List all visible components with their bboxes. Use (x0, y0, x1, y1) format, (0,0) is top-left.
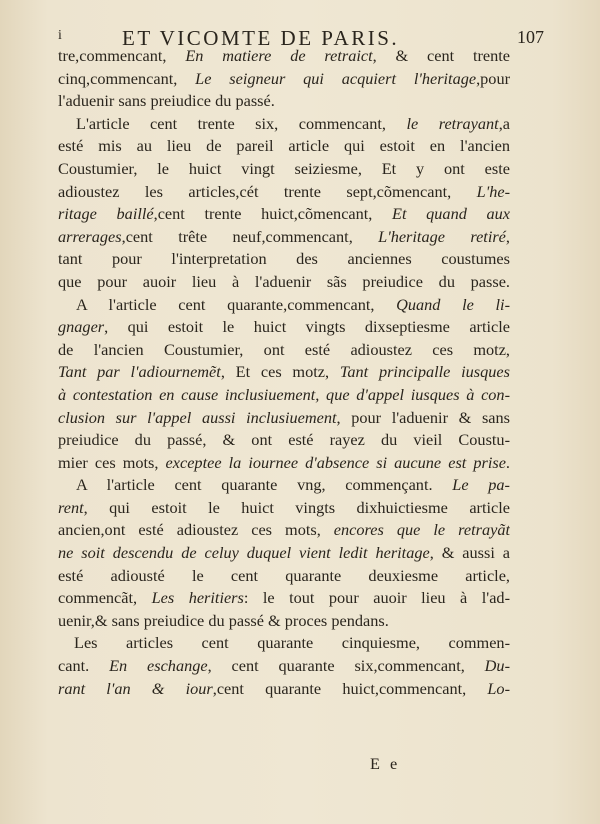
text-run: ,a (498, 113, 510, 133)
text-run: esté adiousté le cent quarante deuxiesme article, (58, 565, 510, 585)
italic-phrase: Quand le li- (396, 294, 510, 314)
text-run: . (505, 452, 510, 472)
text-line (58, 655, 510, 678)
italic-phrase: ritage baillé (58, 204, 154, 224)
text-line (58, 90, 510, 113)
catchword: E e (370, 754, 401, 773)
italic-phrase: gnager (58, 317, 105, 337)
text-run: ,cent quarante huict,commencant, (212, 678, 488, 698)
text-line (58, 542, 510, 565)
italic-phrase: rant l'an & iour (58, 678, 213, 698)
text-line (58, 610, 510, 633)
text-run: preiudice du passé, & ont esté rayez du vieil Coustu- (58, 430, 510, 450)
italic-phrase: clusion sur l'appel aussi inclusiuement (58, 407, 337, 427)
text-run: , qui estoit le huict vingts dixhuictiesme article (83, 497, 510, 517)
text-line (58, 158, 510, 181)
text-run: mier ces mots, (58, 452, 166, 472)
italic-phrase: L'heritage retiré (378, 226, 506, 246)
italic-phrase: En matiere de retraict (185, 46, 373, 65)
italic-phrase: Le seigneur qui acquiert l'heritage (195, 68, 477, 88)
text-run: , (505, 226, 510, 246)
text-line (58, 271, 510, 294)
text-line (58, 497, 510, 520)
text-line (58, 316, 510, 339)
text-run: tant pour l'interpretation des anciennes coustumes (58, 249, 510, 269)
text-run: uenir,& sans preiudice du passé & proces pendans. (58, 610, 389, 630)
text-line (58, 519, 510, 542)
text-run: ,cent trente huict,cõmencant, (153, 204, 393, 224)
italic-phrase: Tant par l'adiournemẽt (58, 362, 221, 382)
italic-phrase: Lo- (487, 678, 510, 698)
italic-phrase: En eschange (109, 656, 208, 676)
text-run: cinq,commencant, (58, 68, 196, 88)
italic-phrase: Les heritiers (151, 588, 244, 608)
italic-phrase: à contestation en cause inclusiuement, que d'appel iusques à con- (58, 384, 510, 404)
italic-phrase: arrerages (58, 226, 122, 246)
text-line (58, 339, 510, 362)
text-line (58, 452, 510, 475)
italic-phrase: L'he- (476, 181, 510, 201)
text-line (58, 113, 510, 136)
text-run: A l'article cent quarante vng, commençant. (76, 475, 453, 495)
text-run: ancien,ont esté adioustez ces mots, (58, 520, 334, 540)
text-run: que pour auoir lieu à l'aduenir sãs preiudice du passe. (58, 271, 510, 291)
text-line (58, 226, 510, 249)
italic-phrase: ne soit descendu de celuy duquel vient ledit heritage (58, 543, 430, 563)
text-run: A l'article cent quarante,commencant, (76, 294, 397, 314)
text-line (58, 248, 510, 271)
text-line (58, 294, 510, 317)
text-line (58, 135, 510, 158)
text-run: , Et ces motz, (220, 362, 340, 382)
text-run: ,pour (476, 68, 510, 88)
text-run: adioustez les articles,cét trente sept,cõmencant, (58, 181, 477, 201)
text-run: esté mis au lieu de pareil article qui estoit en l'ancien (58, 136, 510, 156)
text-run: , cent quarante six,commencant, (207, 656, 485, 676)
text-line (58, 361, 510, 384)
text-run: , & cent trente (372, 46, 510, 65)
italic-phrase: encores que le retrayãt (333, 520, 510, 540)
italic-phrase: Tant principalle iusques (339, 362, 510, 382)
text-run: L'article cent trente six, commencant, (76, 113, 407, 133)
text-run: de l'ancien Coustumier, ont esté adioustez ces motz, (58, 339, 510, 359)
text-run: commencãt, (58, 588, 152, 608)
text-line (58, 632, 510, 655)
text-run: : le tout pour auoir lieu à l'ad- (243, 588, 510, 608)
italic-phrase: exceptee la iournee d'absence si aucune est prise (165, 452, 506, 472)
text-line (58, 45, 510, 68)
text-line (58, 678, 510, 701)
text-run: tre,commencant, (58, 46, 186, 65)
text-run: l'aduenir sans preiudice du passé. (58, 91, 275, 111)
italic-phrase: rent (58, 497, 84, 517)
italic-phrase: Et quand aux (392, 204, 510, 224)
text-line (58, 587, 510, 610)
text-line (58, 407, 510, 430)
text-run: , qui estoit le huict vingts dixseptiesme article (104, 317, 510, 337)
italic-phrase: le retrayant (406, 113, 499, 133)
text-line (58, 429, 510, 452)
text-line (58, 181, 510, 204)
text-run: Les articles cent quarante cinquiesme, commen- (74, 633, 510, 653)
italic-phrase: Le pa- (452, 475, 510, 495)
page-number: 107 (517, 27, 544, 47)
text-run: , & aussi a (429, 543, 510, 563)
text-line (58, 68, 510, 91)
text-run: , pour l'aduenir & sans (336, 407, 510, 427)
text-line (58, 474, 510, 497)
running-title: ET VICOMTE DE PARIS. (122, 26, 400, 50)
text-line (58, 384, 510, 407)
text-block (58, 45, 510, 700)
header-mark: i (58, 28, 62, 43)
text-run: cant. (58, 656, 110, 676)
text-line (58, 565, 510, 588)
text-line (58, 203, 510, 226)
italic-phrase: Du- (484, 656, 510, 676)
text-run: Coustumier, le huict vingt seiziesme, Et y ont este (58, 158, 510, 178)
text-run: ,cent trête neuf,commencant, (121, 226, 379, 246)
